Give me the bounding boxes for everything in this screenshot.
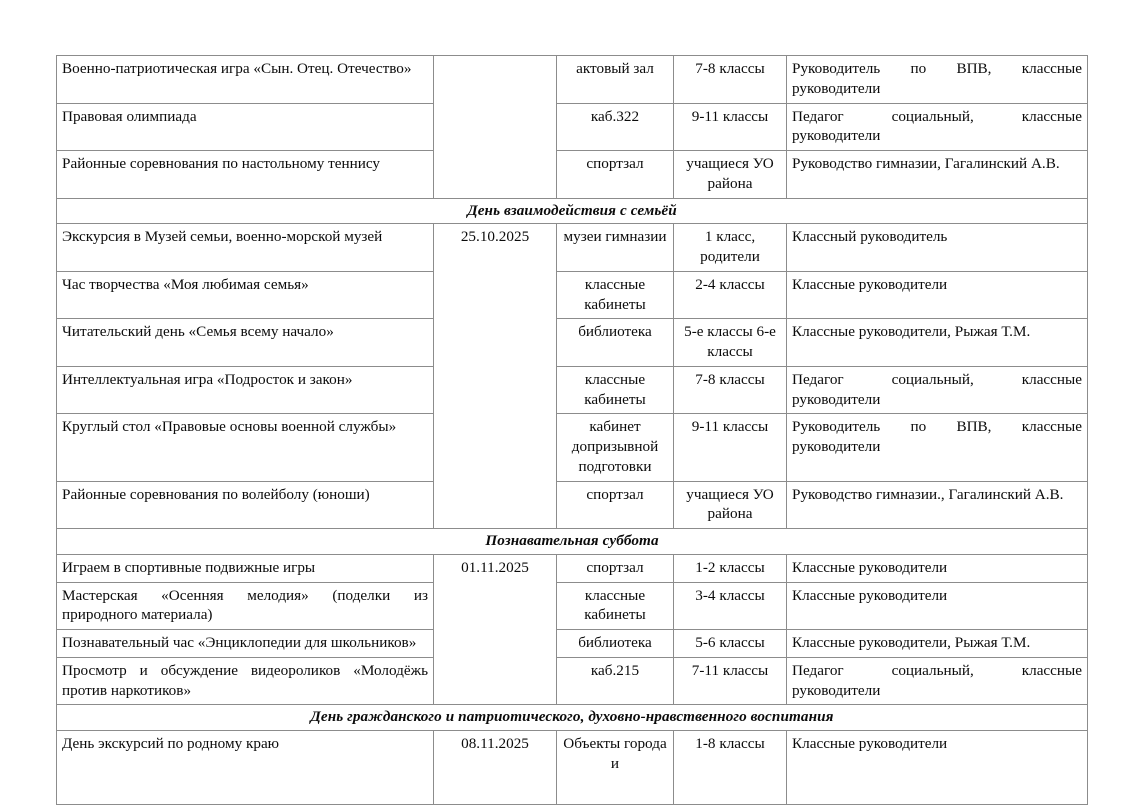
cell-grades: 1-8 классы bbox=[674, 731, 787, 805]
cell-place: классные кабинеты bbox=[557, 366, 674, 414]
cell-grades: 1 класс, родители bbox=[674, 224, 787, 272]
cell-place: актовый зал bbox=[557, 56, 674, 104]
cell-grades: 7-11 классы bbox=[674, 657, 787, 705]
cell-activity: Круглый стол «Правовые основы военной службы» bbox=[57, 414, 434, 481]
cell-grades: 9-11 классы bbox=[674, 103, 787, 151]
cell-responsible: Руководитель по ВПВ, классные руководители bbox=[787, 56, 1088, 104]
cell-responsible: Руководство гимназии, Гагалинский А.В. bbox=[787, 151, 1088, 199]
cell-responsible: Классный руководитель bbox=[787, 224, 1088, 272]
cell-responsible: Руководитель по ВПВ, классные руководители bbox=[787, 414, 1088, 481]
cell-place: спортзал bbox=[557, 151, 674, 199]
cell-date-merged: 08.11.2025 bbox=[434, 731, 557, 805]
cell-responsible: Классные руководители bbox=[787, 582, 1088, 630]
section-title: Познавательная суббота bbox=[57, 529, 1088, 555]
cell-place: Объекты города и bbox=[557, 731, 674, 805]
table-row bbox=[57, 319, 1088, 367]
cell-place: библиотека bbox=[557, 630, 674, 658]
cell-activity: Играем в спортивные подвижные игры bbox=[57, 554, 434, 582]
cell-place: спортзал bbox=[557, 481, 674, 529]
cell-activity: Правовая олимпиада bbox=[57, 103, 434, 151]
cell-place: кабинет допризывной подготовки bbox=[557, 414, 674, 481]
plan-table-wrapper bbox=[56, 55, 1087, 805]
cell-activity: Районные соревнования по волейболу (юноши) bbox=[57, 481, 434, 529]
cell-date-merged: 25.10.2025 bbox=[434, 224, 557, 529]
table-row bbox=[57, 630, 1088, 658]
cell-grades: 2-4 классы bbox=[674, 271, 787, 319]
cell-activity: Мастерская «Осенняя мелодия» (поделки из природного материала) bbox=[57, 582, 434, 630]
table-row bbox=[57, 657, 1088, 705]
cell-responsible: Классные руководители, Рыжая Т.М. bbox=[787, 319, 1088, 367]
cell-responsible: Педагог социальный, классные руководители bbox=[787, 657, 1088, 705]
cell-place: каб.322 bbox=[557, 103, 674, 151]
cell-place: музеи гимназии bbox=[557, 224, 674, 272]
table-row bbox=[57, 366, 1088, 414]
section-header-row bbox=[57, 705, 1088, 731]
cell-responsible: Руководство гимназии., Гагалинский А.В. bbox=[787, 481, 1088, 529]
table-row bbox=[57, 554, 1088, 582]
cell-grades: 9-11 классы bbox=[674, 414, 787, 481]
cell-responsible: Педагог социальный, классные руководители bbox=[787, 366, 1088, 414]
table-row bbox=[57, 414, 1088, 481]
cell-responsible: Классные руководители, Рыжая Т.М. bbox=[787, 630, 1088, 658]
table-row bbox=[57, 271, 1088, 319]
cell-activity: Час творчества «Моя любимая семья» bbox=[57, 271, 434, 319]
cell-grades: учащиеся УО района bbox=[674, 481, 787, 529]
cell-responsible: Классные руководители bbox=[787, 554, 1088, 582]
table-row bbox=[57, 731, 1088, 805]
cell-date-merged bbox=[434, 56, 557, 199]
cell-activity: Читательский день «Семья всему начало» bbox=[57, 319, 434, 367]
table-row bbox=[57, 56, 1088, 104]
cell-place: классные кабинеты bbox=[557, 582, 674, 630]
cell-date-merged: 01.11.2025 bbox=[434, 554, 557, 705]
cell-grades: учащиеся УО района bbox=[674, 151, 787, 199]
section-title: День гражданского и патриотического, духовно-нравственного воспитания bbox=[57, 705, 1088, 731]
table-row bbox=[57, 481, 1088, 529]
section-header-row bbox=[57, 529, 1088, 555]
table-row bbox=[57, 582, 1088, 630]
cell-place: каб.215 bbox=[557, 657, 674, 705]
cell-grades: 3-4 классы bbox=[674, 582, 787, 630]
activity-plan-table bbox=[56, 55, 1088, 805]
cell-grades: 5-6 классы bbox=[674, 630, 787, 658]
section-header-row bbox=[57, 198, 1088, 224]
cell-activity: Интеллектуальная игра «Подросток и закон» bbox=[57, 366, 434, 414]
cell-grades: 7-8 классы bbox=[674, 56, 787, 104]
cell-activity: Районные соревнования по настольному теннису bbox=[57, 151, 434, 199]
cell-place: классные кабинеты bbox=[557, 271, 674, 319]
cell-activity: Военно-патриотическая игра «Сын. Отец. Отечество» bbox=[57, 56, 434, 104]
cell-grades: 7-8 классы bbox=[674, 366, 787, 414]
cell-responsible: Классные руководители bbox=[787, 731, 1088, 805]
cell-responsible: Классные руководители bbox=[787, 271, 1088, 319]
cell-grades: 5-е классы 6-е классы bbox=[674, 319, 787, 367]
cell-place: библиотека bbox=[557, 319, 674, 367]
cell-grades: 1-2 классы bbox=[674, 554, 787, 582]
table-row bbox=[57, 224, 1088, 272]
section-title: День взаимодействия с семьёй bbox=[57, 198, 1088, 224]
table-row bbox=[57, 103, 1088, 151]
cell-activity: День экскурсий по родному краю bbox=[57, 731, 434, 805]
table-row bbox=[57, 151, 1088, 199]
cell-place: спортзал bbox=[557, 554, 674, 582]
cell-responsible: Педагог социальный, классные руководители bbox=[787, 103, 1088, 151]
cell-activity: Просмотр и обсуждение видеороликов «Молодёжь против наркотиков» bbox=[57, 657, 434, 705]
cell-activity: Познавательный час «Энциклопедии для школьников» bbox=[57, 630, 434, 658]
cell-activity: Экскурсия в Музей семьи, военно-морской музей bbox=[57, 224, 434, 272]
